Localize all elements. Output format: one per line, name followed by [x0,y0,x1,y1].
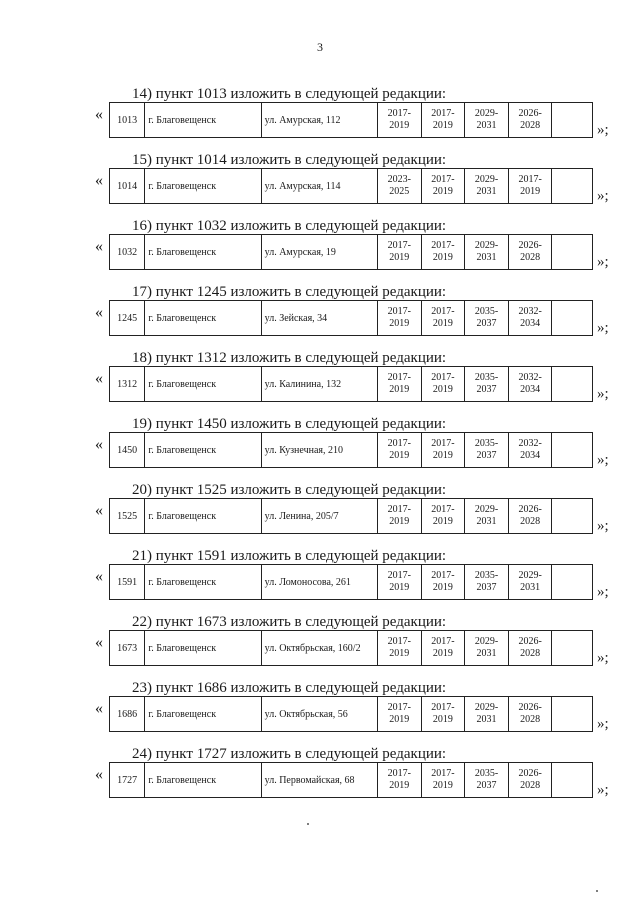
row-period-3: 2029-2031 [465,631,509,666]
row-period-4: 2032-2034 [508,433,552,468]
closing-quote: »; [597,782,609,798]
closing-quote: »; [597,320,609,336]
row-city: г. Благовещенск [145,499,261,534]
row-address: ул. Амурская, 114 [261,169,377,204]
row-address: ул. Зейская, 34 [261,301,377,336]
row-period-4: 2026-2028 [508,697,552,732]
amendment-item [0,152,640,212]
row-period-4: 2017-2019 [508,169,552,204]
amendment-item [0,350,640,410]
table-row [110,565,593,600]
row-number: 1525 [110,499,145,534]
opening-quote: « [95,436,103,453]
row-period-2: 2017-2019 [421,499,465,534]
row-period-1: 2017-2019 [377,631,421,666]
scan-speck [596,890,598,892]
amendment-item [0,680,640,740]
row-address: ул. Амурская, 112 [261,103,377,138]
row-city: г. Благовещенск [145,103,261,138]
amendment-heading: 24) пункт 1727 изложить в следующей редакции: [132,746,447,762]
row-period-2: 2017-2019 [421,763,465,798]
row-empty-cell [552,697,593,732]
table-row [110,103,593,138]
amendment-table [109,498,593,534]
row-period-4: 2032-2034 [508,301,552,336]
row-period-3: 2035-2037 [465,301,509,336]
amendment-heading: 15) пункт 1014 изложить в следующей редакции: [132,152,447,168]
row-period-2: 2017-2019 [421,631,465,666]
row-period-1: 2017-2019 [377,103,421,138]
row-city: г. Благовещенск [145,235,261,270]
table-row [110,169,593,204]
row-address: ул. Октябрьская, 56 [261,697,377,732]
amendment-table [109,366,593,402]
row-address: ул. Ленина, 205/7 [261,499,377,534]
row-period-3: 2029-2031 [465,235,509,270]
row-period-2: 2017-2019 [421,301,465,336]
closing-quote: »; [597,518,609,534]
opening-quote: « [95,502,103,519]
opening-quote: « [95,766,103,783]
row-period-3: 2029-2031 [465,697,509,732]
row-empty-cell [552,433,593,468]
row-city: г. Благовещенск [145,565,261,600]
opening-quote: « [95,370,103,387]
row-period-3: 2035-2037 [465,433,509,468]
opening-quote: « [95,106,103,123]
amendment-item [0,284,640,344]
page-number: 3 [317,40,323,54]
row-period-1: 2017-2019 [377,367,421,402]
amendment-table [109,102,593,138]
row-period-2: 2017-2019 [421,565,465,600]
opening-quote: « [95,238,103,255]
row-address: ул. Калинина, 132 [261,367,377,402]
row-period-4: 2032-2034 [508,367,552,402]
amendment-item [0,218,640,278]
row-empty-cell [552,763,593,798]
row-period-3: 2029-2031 [465,103,509,138]
row-number: 1591 [110,565,145,600]
amendment-item [0,548,640,608]
closing-quote: »; [597,188,609,204]
row-period-1: 2017-2019 [377,301,421,336]
amendment-heading: 17) пункт 1245 изложить в следующей редакции: [132,284,447,300]
amendment-item [0,482,640,542]
row-empty-cell [552,565,593,600]
row-period-3: 2035-2037 [465,763,509,798]
table-row [110,301,593,336]
row-period-4: 2026-2028 [508,631,552,666]
closing-quote: »; [597,650,609,666]
row-period-1: 2023-2025 [377,169,421,204]
amendment-heading: 21) пункт 1591 изложить в следующей редакции: [132,548,447,564]
row-period-1: 2017-2019 [377,763,421,798]
row-period-2: 2017-2019 [421,697,465,732]
row-city: г. Благовещенск [145,169,261,204]
amendment-heading: 23) пункт 1686 изложить в следующей редакции: [132,680,447,696]
closing-quote: »; [597,452,609,468]
row-address: ул. Кузнечная, 210 [261,433,377,468]
row-period-2: 2017-2019 [421,433,465,468]
row-period-1: 2017-2019 [377,565,421,600]
row-period-1: 2017-2019 [377,235,421,270]
row-empty-cell [552,499,593,534]
table-row [110,367,593,402]
table-row [110,631,593,666]
row-number: 1032 [110,235,145,270]
amendment-heading: 16) пункт 1032 изложить в следующей редакции: [132,218,447,234]
row-city: г. Благовещенск [145,763,261,798]
row-city: г. Благовещенск [145,433,261,468]
row-period-2: 2017-2019 [421,367,465,402]
opening-quote: « [95,568,103,585]
row-number: 1673 [110,631,145,666]
row-city: г. Благовещенск [145,631,261,666]
row-period-4: 2026-2028 [508,763,552,798]
row-empty-cell [552,235,593,270]
amendment-heading: 22) пункт 1673 изложить в следующей редакции: [132,614,447,630]
amendment-item [0,86,640,146]
opening-quote: « [95,304,103,321]
amendment-table [109,696,593,732]
row-period-2: 2017-2019 [421,235,465,270]
row-empty-cell [552,103,593,138]
row-period-3: 2029-2031 [465,169,509,204]
row-number: 1727 [110,763,145,798]
opening-quote: « [95,172,103,189]
row-period-3: 2035-2037 [465,367,509,402]
row-period-4: 2026-2028 [508,235,552,270]
amendment-heading: 20) пункт 1525 изложить в следующей редакции: [132,482,447,498]
row-empty-cell [552,631,593,666]
row-empty-cell [552,367,593,402]
row-number: 1245 [110,301,145,336]
amendment-table [109,432,593,468]
row-number: 1014 [110,169,145,204]
row-address: ул. Амурская, 19 [261,235,377,270]
closing-quote: »; [597,716,609,732]
scan-speck [307,823,309,825]
row-period-3: 2035-2037 [465,565,509,600]
row-number: 1686 [110,697,145,732]
table-row [110,499,593,534]
table-row [110,763,593,798]
row-address: ул. Октябрьская, 160/2 [261,631,377,666]
amendment-table [109,762,593,798]
row-period-4: 2026-2028 [508,103,552,138]
row-empty-cell [552,301,593,336]
row-city: г. Благовещенск [145,697,261,732]
closing-quote: »; [597,386,609,402]
closing-quote: »; [597,122,609,138]
opening-quote: « [95,700,103,717]
amendment-item [0,416,640,476]
amendment-table [109,234,593,270]
row-period-1: 2017-2019 [377,433,421,468]
table-row [110,235,593,270]
amendment-heading: 18) пункт 1312 изложить в следующей редакции: [132,350,447,366]
row-empty-cell [552,169,593,204]
row-period-4: 2029-2031 [508,565,552,600]
row-period-1: 2017-2019 [377,499,421,534]
row-address: ул. Первомайская, 68 [261,763,377,798]
row-number: 1312 [110,367,145,402]
row-period-4: 2026-2028 [508,499,552,534]
closing-quote: »; [597,584,609,600]
opening-quote: « [95,634,103,651]
row-period-3: 2029-2031 [465,499,509,534]
row-city: г. Благовещенск [145,367,261,402]
closing-quote: »; [597,254,609,270]
table-row [110,433,593,468]
row-period-2: 2017-2019 [421,169,465,204]
row-number: 1013 [110,103,145,138]
row-address: ул. Ломоносова, 261 [261,565,377,600]
table-row [110,697,593,732]
amendment-item [0,614,640,674]
row-city: г. Благовещенск [145,301,261,336]
amendment-item [0,746,640,806]
amendment-table [109,300,593,336]
amendment-heading: 14) пункт 1013 изложить в следующей редакции: [132,86,447,102]
row-period-1: 2017-2019 [377,697,421,732]
amendment-table [109,630,593,666]
row-number: 1450 [110,433,145,468]
row-period-2: 2017-2019 [421,103,465,138]
amendment-table [109,564,593,600]
amendment-table [109,168,593,204]
amendment-heading: 19) пункт 1450 изложить в следующей редакции: [132,416,447,432]
